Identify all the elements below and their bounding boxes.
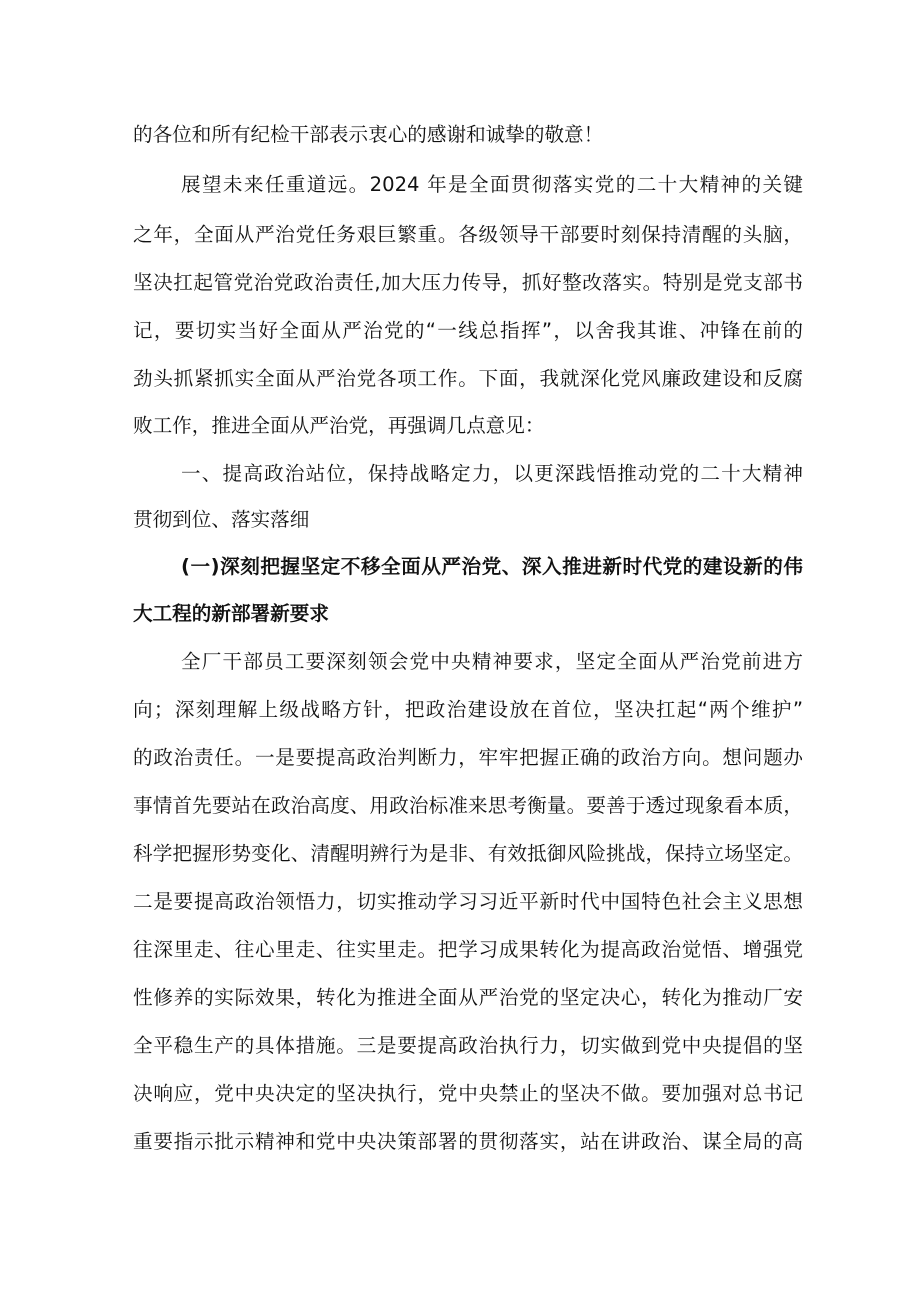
section-heading-line: 一、提高政治站位，保持战略定力，以更深践悟推动党的二十大精神: [181, 462, 803, 485]
text-line: 劲头抓紧抓实全面从严治党各项工作。下面，我就深化党风廉政建设和反腐: [133, 367, 803, 390]
text-line: 记，要切实当好全面从严治党的“一线总指挥”，以舍我其谁、冲锋在前的: [133, 319, 803, 342]
text-line: 向；深刻理解上级战略方针，把政治建设放在首位，坚决扛起“两个维护”: [133, 698, 803, 721]
text-line: 决响应，党中央决定的坚决执行，党中央禁止的坚决不做。要加强对总书记: [133, 1082, 803, 1105]
text-line: 坚决扛起管党治党政治责任,加大压力传导，抓好整改落实。特别是党支部书: [133, 271, 803, 294]
text-line: 性修养的实际效果，转化为推进全面从严治党的坚定决心，转化为推动厂安: [133, 986, 803, 1009]
paragraph-first-line: 展望未来任重道远。2024 年是全面贯彻落实党的二十大精神的关键: [181, 173, 803, 196]
text-line: 之年，全面从严治党任务艰巨繁重。各级领导干部要时刻保持清醒的头脑，: [133, 223, 803, 246]
text-line: 全平稳生产的具体措施。三是要提高政治执行力，切实做到党中央提倡的坚: [133, 1034, 803, 1057]
subsection-heading-line: 大工程的新部署新要求: [133, 602, 329, 625]
subsection-heading-line: (一)深刻把握坚定不移全面从严治党、深入推进新时代党的建设新的伟: [181, 555, 803, 578]
text-line: 科学把握形势变化、清醒明辨行为是非、有效抵御风险挑战，保持立场坚定。: [133, 842, 803, 865]
text-line: 往深里走、往心里走、往实里走。把学习成果转化为提高政治觉悟、增强党: [133, 938, 803, 961]
text-line: 二是要提高政治领悟力，切实推动学习习近平新时代中国特色社会主义思想: [133, 890, 803, 913]
text-line: 重要指示批示精神和党中央决策部署的贯彻落实，站在讲政治、谋全局的高: [133, 1130, 803, 1153]
text-line: 事情首先要站在政治高度、用政治标准来思考衡量。要善于透过现象看本质，: [133, 794, 803, 817]
paragraph-first-line: 全厂干部员工要深刻领会党中央精神要求，坚定全面从严治党前进方: [181, 650, 803, 673]
text-line: 的各位和所有纪检干部表示衷心的感谢和诚挚的敬意！: [133, 123, 604, 146]
text-line: 败工作，推进全面从严治党，再强调几点意见：: [133, 414, 545, 437]
text-line: 的政治责任。一是要提高政治判断力，牢牢把握正确的政治方向。想问题办: [133, 746, 803, 769]
section-heading-line: 贯彻到位、落实落细: [133, 508, 310, 531]
